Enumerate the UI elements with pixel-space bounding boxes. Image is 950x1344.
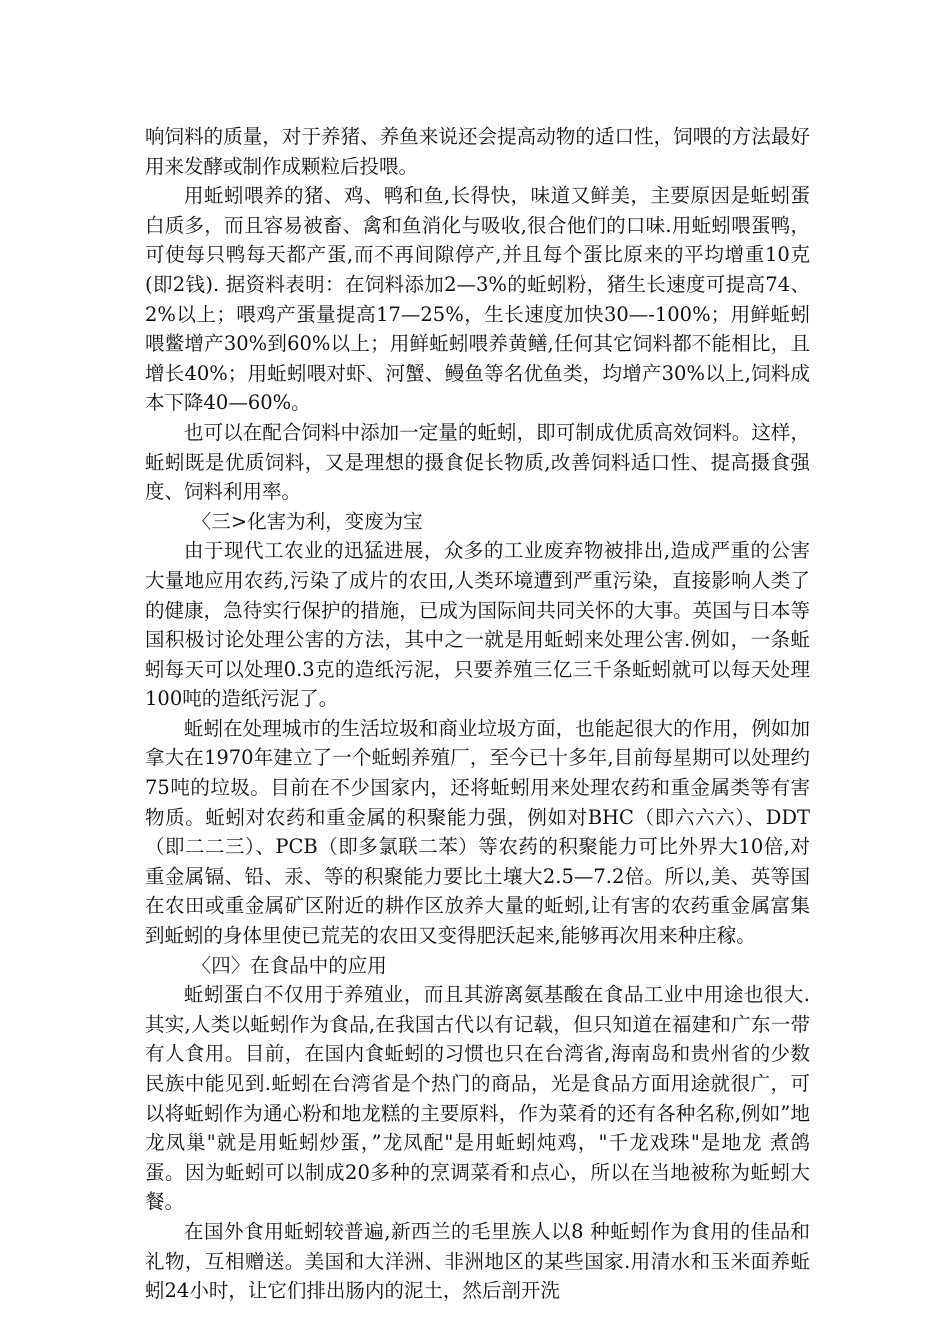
paragraph-feeding-benefits: 用蚯蚓喂养的猪、鸡、鸭和鱼,长得快，味道又鲜美，主要原因是蚯蚓蛋白质多，而且容易被畜、禽和鱼消化与吸收,很合他们的口味.用蚯蚓喂蛋鸭，可使每只鸭每天都产蛋,而不再间隙停产,并且每个蛋比原来的平均增重10克(即2钱). 据资料表明：在饲料添加2—3%的蚯蚓粉，猪生长速度可提高74、2%以上；喂鸡产蛋量提高17—25%，生长速度加快30—-100%；用鲜蚯蚓喂鳖增产30%到60%以上；用鲜蚯蚓喂养黄鳝,任何其它饲料都不能相比，且增长40%；用蚯蚓喂对虾、河蟹、鳗鱼等名优鱼类，均增产30%以上,饲料成本下降40—60%。 bbox=[145, 184, 810, 415]
document-body bbox=[145, 122, 810, 1306]
paragraph-waste-processing: 蚯蚓在处理城市的生活垃圾和商业垃圾方面，也能起很大的作用，例如加拿大在1970年建立了一个蚯蚓养殖厂，至今已十多年,目前每星期可以处理约75吨的垃圾。目前在不少国家内，还将蚯蚓用来处理农药和重金属类等有害物质。蚯蚓对农药和重金属的积聚能力强，例如对BHC（即六六六）、DDT（即二二三）、PCB（即多氯联二苯）等农药的积聚能力可比外界大10倍,对重金属镉、铅、汞、等的积聚能力要比土壤大2.5—7.2倍。所以,美、英等国在农田或重金属矿区附近的耕作区放养大量的蚯蚓,让有害的农药重金属富集到蚯蚓的身体里使已荒芜的农田又变得肥沃起来,能够再次用来种庄稼。 bbox=[145, 716, 810, 948]
paragraph-food-use: 蚯蚓蛋白不仅用于养殖业，而且其游离氨基酸在食品工业中用途也很大.其实,人类以蚯蚓作为食品,在我国古代以有记载，但只知道在福建和广东一带有人食用。目前，在国内食蚯蚓的习惯也只在台湾省,海南岛和贵州省的少数民族中能见到.蚯蚓在台湾省是个热门的商品，光是食品方面用途就很广，可以将蚯蚓作为通心粉和地龙糕的主要原料，作为菜肴的还有各种名称,例如”地龙凤巢"就是用蚯蚓炒蛋，”龙凤配"是用蚯蚓炖鸡，"千龙戏珠"是地龙 煮鸽蛋。因为蚯蚓可以制成20多种的烹调菜肴和点心，所以在当地被称为蚯蚓大餐。 bbox=[145, 983, 810, 1214]
paragraph-feed-quality: 响饲料的质量，对于养猪、养鱼来说还会提高动物的适口性，饲喂的方法最好用来发酵或制作成颗粒后投喂。 bbox=[145, 125, 810, 178]
section-heading-four: 〈四〉在食品中的应用 bbox=[191, 953, 387, 977]
section-heading-three: 〈三>化害为利，变废为宝 bbox=[191, 509, 423, 533]
paragraph-foreign-food-use: 在国外食用蚯蚓较普遍,新西兰的毛里族人以8 种蚯蚓作为食用的佳品和礼物，互相赠送。美国和大洋洲、非洲地区的某些国家.用清水和玉米面养蚯蚓24小时，让它们排出肠内的泥土，然后剖开洗 bbox=[145, 1219, 810, 1303]
paragraph-pollution: 由于现代工农业的迅猛进展，众多的工业废弃物被排出,造成严重的公害大量地应用农药,污染了成片的农田,人类环境遭到严重污染，直接影响人类了的健康，急待实行保护的措施，已成为国际间共同关怀的大事。英国与日本等国积极讨论处理公害的方法，其中之一就是用蚯蚓来处理公害.例如，一条蚯蚓每天可以处理0.3克的造纸污泥，只要养殖三亿三千条蚯蚓就可以每天处理 100吨的造纸污泥了。 bbox=[145, 539, 810, 711]
paragraph-compound-feed: 也可以在配合饲料中添加一定量的蚯蚓，即可制成优质高效饲料。这样，蚯蚓既是优质饲料，又是理想的摄食促长物质,改善饲料适口性、提高摄食强度、饲料利用率。 bbox=[145, 420, 810, 504]
